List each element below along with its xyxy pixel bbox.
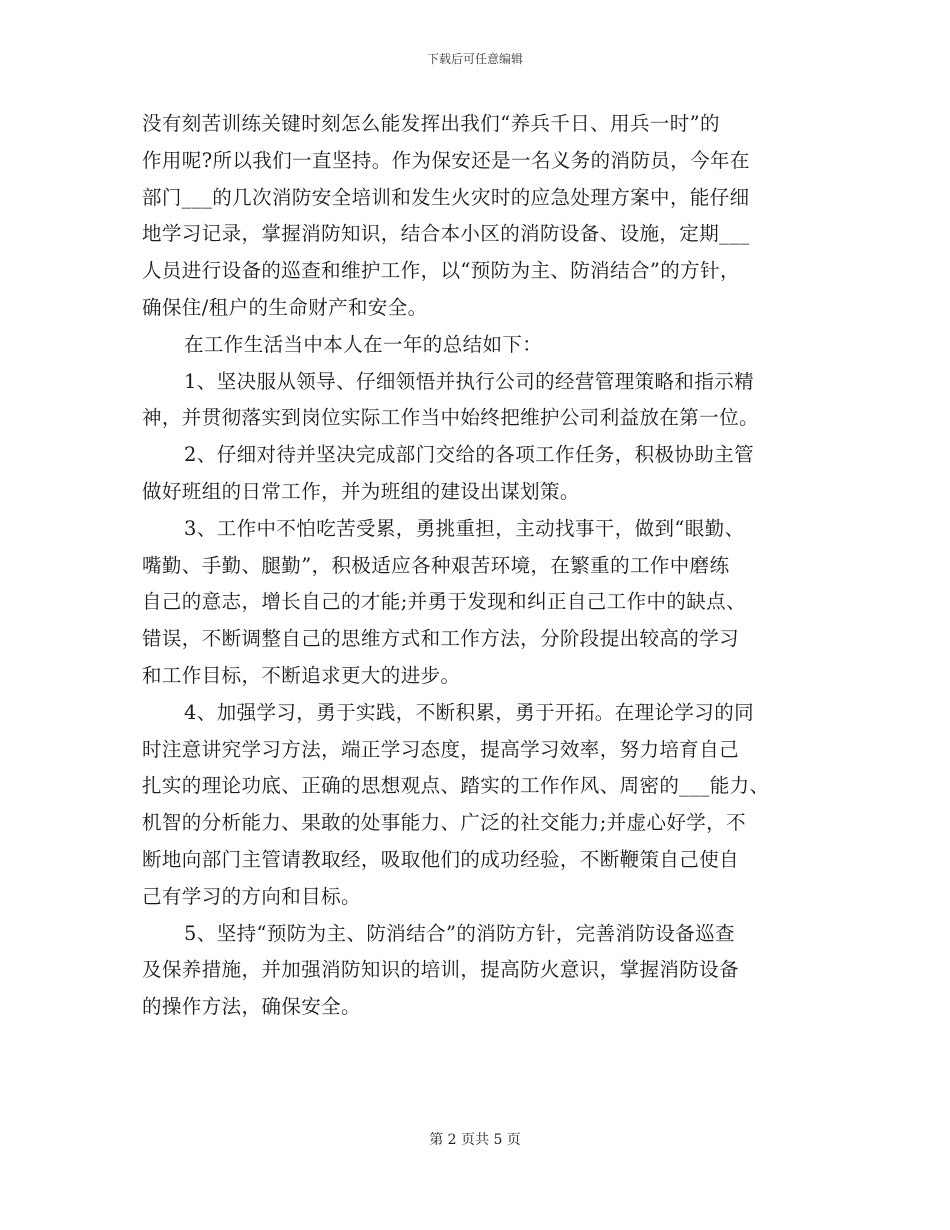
text-line: 时注意讲究学习方法，端正学习态度，提高学习效率，努力培育自己 (142, 737, 740, 761)
text-line: 没有刻苦训练关键时刻怎么能发挥出我们“养兵千日、用兵一时”的 (142, 112, 720, 135)
text-line: 扎实的理论功底、正确的思想观点、踏实的工作作风、周密的___能力、 (142, 774, 770, 798)
text-line: 断地向部门主管请教取经，吸取他们的成功经验，不断鞭策自己使自 (142, 847, 740, 871)
text-line: 及保养措施，并加强消防知识的培训，提高防火意识，掌握消防设备 (142, 958, 740, 982)
text-line: 5、坚持“预防为主、防消结合”的消防方针，完善消防设备巡查 (184, 921, 735, 945)
text-line: 人员进行设备的巡查和维护工作，以“预防为主、防消结合”的方针， (142, 259, 740, 283)
text-line: 2、仔细对待并坚决完成部门交给的各项工作任务，积极协助主管 (184, 443, 755, 467)
text-line: 自己的意志，增长自己的才能;并勇于发现和纠正自己工作中的缺点、 (142, 590, 746, 614)
text-line: 错误，不断调整自己的思维方式和工作方法，分阶段提出较高的学习 (142, 627, 740, 651)
text-line: 己有学习的方向和目标。 (142, 884, 361, 908)
text-line: 嘴勤、手勤、腿勤”，积极适应各种艰苦环境，在繁重的工作中磨练 (142, 553, 730, 577)
page-header: 下载后可任意编辑 (426, 52, 523, 66)
page-number: 第 2 页共 5 页 (429, 1132, 521, 1148)
text-line: 神，并贯彻落实到岗位实际工作当中始终把维护公司利益放在第一位。 (142, 406, 759, 430)
text-line: 作用呢?所以我们一直坚持。作为保安还是一名义务的消防员，今年在 (142, 148, 750, 172)
text-line: 机智的分析能力、果敢的处事能力、广泛的社交能力;并虚心好学，不 (142, 811, 746, 835)
text-line: 4、加强学习，勇于实践，不断积累，勇于开拓。在理论学习的同 (184, 700, 755, 724)
text-line: 在工作生活当中本人在一年的总结如下： (184, 332, 543, 356)
text-line: 3、工作中不怕吃苦受累，勇挑重担，主动找事干，做到“眼勤、 (184, 516, 745, 540)
text-line: 1、坚决服从领导、仔细领悟并执行公司的经营管理策略和指示精 (184, 369, 755, 393)
text-line: 地学习记录，掌握消防知识，结合本小区的消防设备、设施，定期___ (142, 222, 750, 246)
text-line: 和工作目标，不断追求更大的进步。 (142, 663, 461, 687)
text-line: 做好班组的日常工作，并为班组的建设出谋划策。 (142, 479, 580, 503)
document-body (142, 106, 822, 1026)
text-line: 部门___的几次消防安全培训和发生火灾时的应急处理方案中，能仔细 (142, 185, 750, 209)
text-line: 确保住/租户的生命财产和安全。 (142, 295, 428, 319)
text-line: 的操作方法，确保安全。 (142, 995, 361, 1019)
